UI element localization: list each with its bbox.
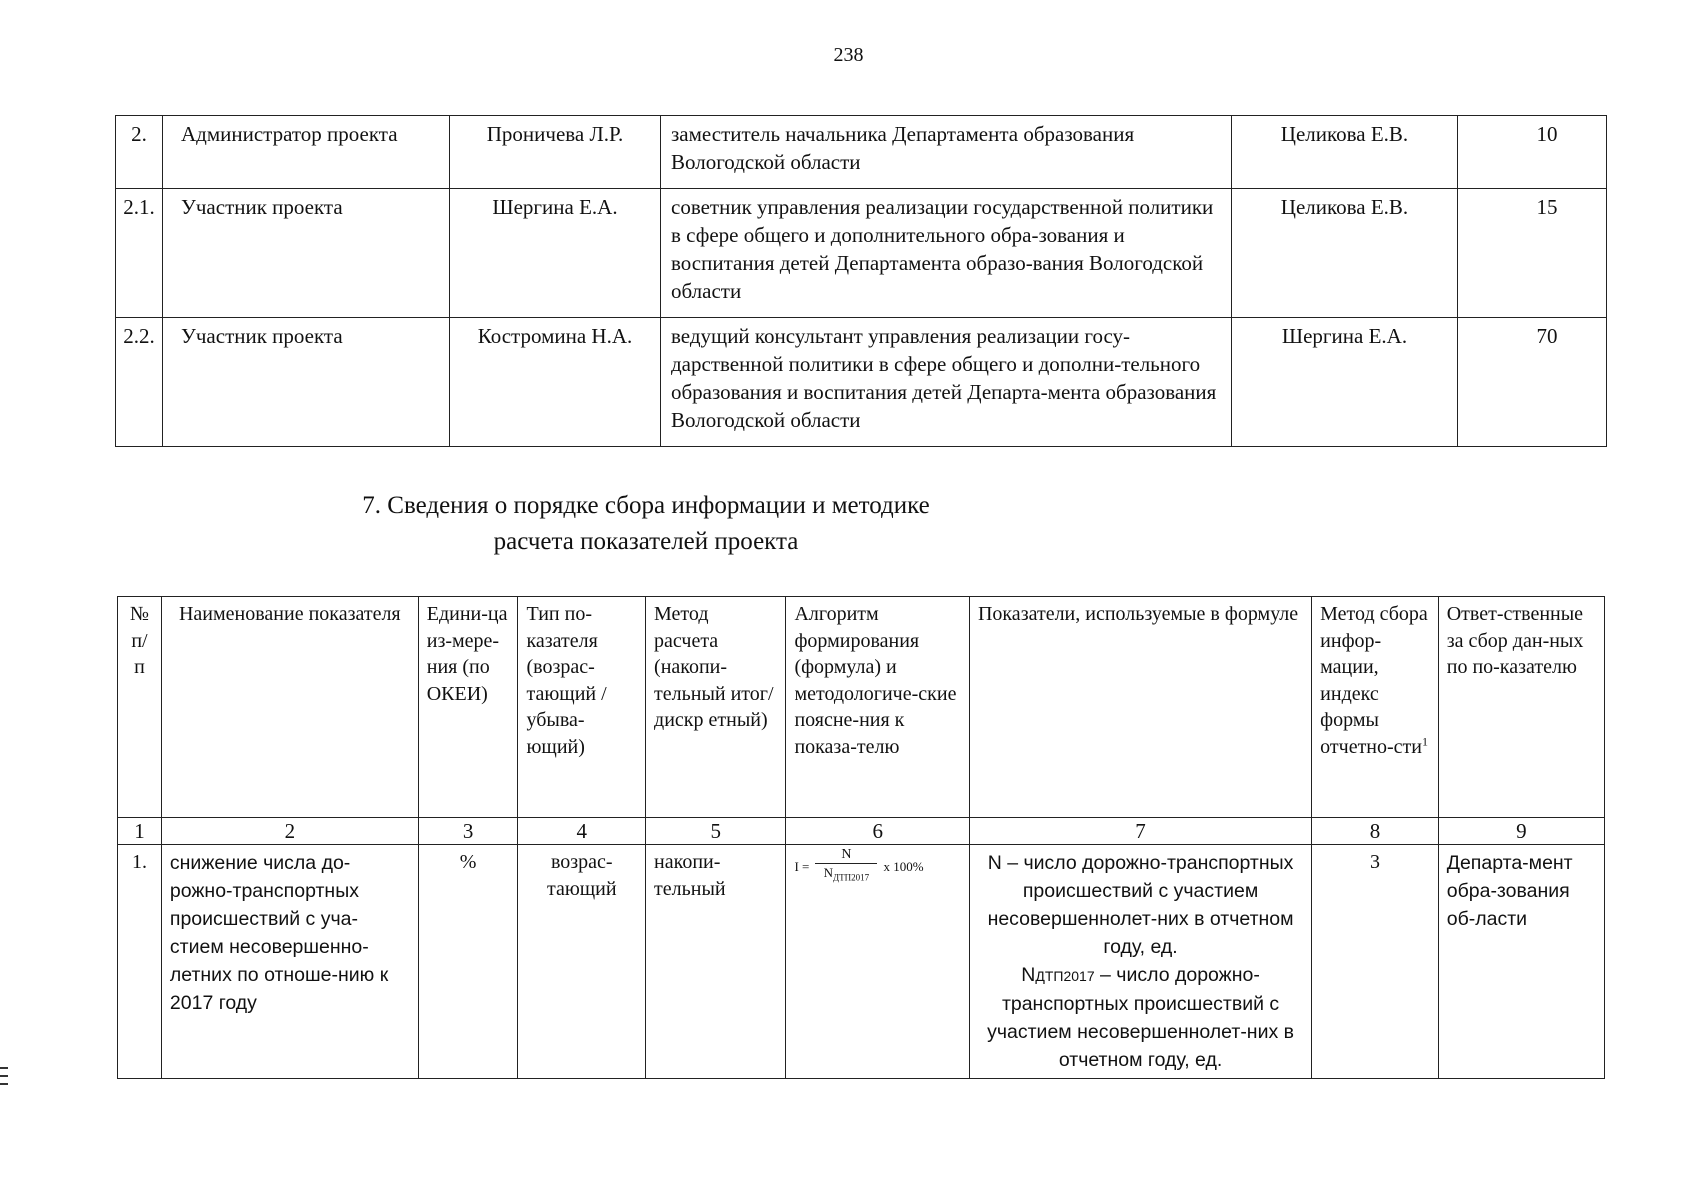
formula-cell (786, 845, 970, 1079)
header-cell: Наименование показателя (161, 597, 418, 818)
formula-denominator-symbol: N (823, 865, 834, 880)
person-position: заместитель начальника Департамента образования Вологодской области (661, 116, 1232, 189)
formula-numerator: N (815, 847, 877, 864)
row-number: 1. (118, 845, 162, 1079)
person-name: Шергина Е.А. (450, 189, 661, 318)
variable-description: N – число дорожно-транспортных происшествий с участием несовершеннолет-них в отчетном году, ед. (987, 852, 1294, 958)
column-number: 1 (118, 818, 162, 845)
project-role: Участник проекта (163, 318, 450, 447)
variable-subscript: ДТП2017 (1035, 968, 1095, 984)
formula-multiplier: x 100% (883, 858, 924, 874)
row-number: 2.2. (116, 318, 163, 447)
employment-percent: 15 (1458, 189, 1607, 318)
supervisor-name: Шергина Е.А. (1232, 318, 1458, 447)
indicators-table (117, 596, 1605, 1079)
indicator-type: возрас-тающий (518, 845, 646, 1079)
column-number: 5 (646, 818, 786, 845)
calculation-method: накопи-тельный (646, 845, 786, 1079)
section-title-line: расчета показателей проекта (493, 528, 799, 555)
column-number: 2 (161, 818, 418, 845)
section-title-line: 7. Сведения о порядке сбора информации и методике (362, 492, 930, 519)
header-text: Метод сбора инфор-мации, индекс формы отчетно-сти (1320, 603, 1428, 758)
formula (794, 847, 961, 887)
table-row (116, 189, 1607, 318)
responsible-party: Департа-мент обра-зования об-ласти (1438, 845, 1604, 1079)
column-number: 9 (1438, 818, 1604, 845)
footnote-marker: 1 (1422, 733, 1428, 748)
row-number: 2.1. (116, 189, 163, 318)
row-number: 2. (116, 116, 163, 189)
employment-percent: 70 (1458, 318, 1607, 447)
collection-method: 3 (1312, 845, 1439, 1079)
header-cell: Ответ-ственные за сбор дан-ных по по-казателю (1438, 597, 1604, 818)
column-number-row (118, 818, 1605, 845)
header-cell (1312, 597, 1439, 818)
person-position: ведущий консультант управления реализации госу-дарственной политики в сфере общего и дополни-тельного образования и воспитания детей Департа-мента образования Вологодской области (661, 318, 1232, 447)
column-number: 4 (518, 818, 646, 845)
header-cell: Показатели, используемые в формуле (969, 597, 1311, 818)
employment-percent: 10 (1458, 116, 1607, 189)
table-row (116, 318, 1607, 447)
formula-denominator (824, 864, 870, 887)
project-role: Участник проекта (163, 189, 450, 318)
supervisor-name: Целикова Е.В. (1232, 116, 1458, 189)
page-number: 238 (833, 44, 864, 66)
formula-denominator-sub: ДТП2017 (833, 872, 870, 883)
header-row (118, 597, 1605, 818)
supervisor-name: Целикова Е.В. (1232, 189, 1458, 318)
header-cell: Тип по-казателя (возрас-тающий / убыва-ющий) (518, 597, 646, 818)
column-number: 3 (418, 818, 518, 845)
indicator-name: снижение числа до-рожно-транспортных происшествий с уча-стием несовершенно-летних по отноше-нию к 2017 году (161, 845, 418, 1079)
section-title (0, 488, 1292, 560)
variable-description (978, 961, 1303, 1074)
formula-lhs: I = (794, 858, 810, 874)
table-row (116, 116, 1607, 189)
formula-fraction (815, 847, 877, 887)
indicator-unit: % (418, 845, 518, 1079)
column-number: 7 (969, 818, 1311, 845)
project-team-table (115, 115, 1607, 447)
formula-variables (969, 845, 1311, 1079)
variable-symbol: N (1021, 964, 1036, 986)
header-cell: Метод расчета (накопи-тельный итог/дискр етный) (646, 597, 786, 818)
variable-text: – число дорожно-транспортных происшествий с участием несовершеннолет-них в отчетном году, ед. (987, 964, 1294, 1071)
column-number: 6 (786, 818, 970, 845)
header-cell: Алгоритм формирования (формула) и методологиче-ские поясне-ния к показа-телю (786, 597, 970, 818)
header-cell: Едини-ца из-мере-ния (по ОКЕИ) (418, 597, 518, 818)
margin-mark (0, 1067, 8, 1091)
person-name: Проничева Л.Р. (450, 116, 661, 189)
table-row (118, 845, 1605, 1079)
header-cell: № п/п (118, 597, 162, 818)
person-position: советник управления реализации государственной политики в сфере общего и дополнительного обра-зования и воспитания детей Департамента образо-вания Вологодской области (661, 189, 1232, 318)
project-role: Администратор проекта (163, 116, 450, 189)
column-number: 8 (1312, 818, 1439, 845)
person-name: Костромина Н.А. (450, 318, 661, 447)
